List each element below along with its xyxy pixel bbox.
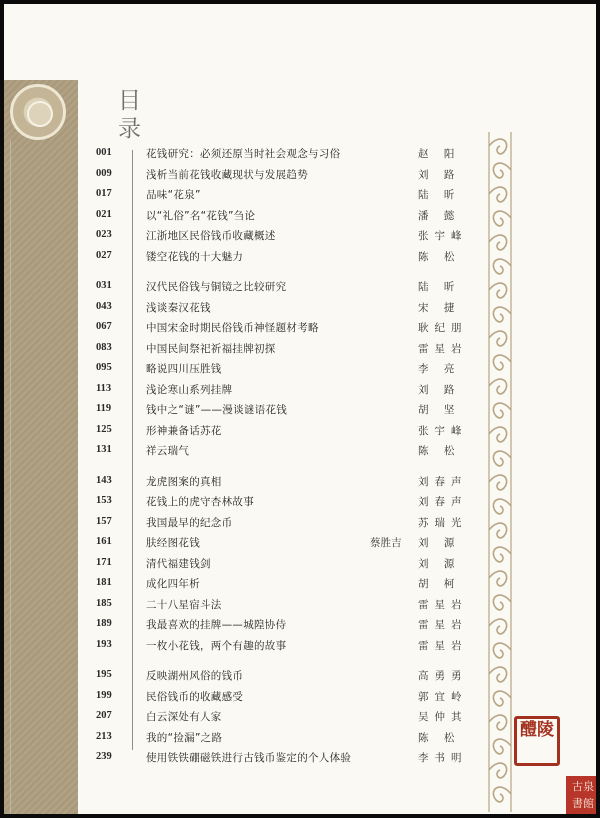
toc-title: 浅析当前花钱收藏现状与发展趋势 [146, 168, 308, 181]
cloud-scroll-motif [489, 139, 511, 178]
toc-author: 刘 路 [418, 383, 461, 396]
toc-title: 花钱上的虎守杏林故事 [146, 496, 254, 508]
toc-author: 陆 昕 [418, 281, 461, 293]
toc-title: 民俗钱币的收藏感受 [146, 690, 244, 703]
toc-entry [4, 228, 484, 245]
toc-page-number: 131 [96, 444, 112, 455]
toc-title: 龙虎图案的真相 [146, 475, 222, 488]
toc-author: 刘春声 [418, 496, 468, 508]
toc-page-number: 095 [96, 362, 112, 373]
toc-author: 刘春声 [418, 475, 468, 488]
toc-entry [4, 750, 484, 767]
toc-entry [4, 474, 484, 491]
toc-title: 使用铁铁硼磁铁进行古钱币鉴定的个人体验 [146, 752, 352, 764]
toc-author: 雷星岩 [418, 639, 468, 652]
toc-title: 以“礼俗”名“花钱”刍论 [146, 209, 256, 222]
toc-title: 钱中之“谜”——漫谈谜语花钱 [146, 404, 288, 416]
toc-author: 潘 懿 [418, 209, 461, 222]
cloud-scroll-motif [489, 187, 511, 226]
toc-page-number: 199 [96, 689, 112, 701]
toc-page-number: 239 [96, 751, 112, 762]
toc-author: 雷星岩 [418, 598, 468, 611]
toc-author: 吴仲其 [418, 711, 468, 723]
toc-entry [4, 668, 484, 685]
book-page [4, 4, 596, 814]
cloud-scroll-motif [489, 571, 511, 610]
corner-watermark-stamp: 古泉書館 [566, 776, 596, 814]
toc-page-number: 027 [96, 249, 112, 261]
toc-page-number: 119 [96, 403, 112, 414]
toc-author: 张宇峰 [418, 230, 468, 242]
cloud-scroll-motif [489, 715, 511, 754]
toc-entry [4, 320, 484, 337]
contents-heading-char-2: 录 [118, 116, 141, 142]
toc-title: 反映湖州风俗的钱币 [146, 670, 244, 682]
toc-title: 中国宋金时期民俗钱币神怪题材考略 [146, 322, 319, 334]
toc-entry [4, 361, 484, 378]
toc-entry [4, 494, 484, 511]
toc-title: 一枚小花钱，两个有趣的故事 [146, 639, 287, 652]
toc-entry [4, 730, 484, 747]
cloud-scroll-motif [489, 331, 511, 370]
toc-author: 雷星岩 [418, 619, 468, 631]
toc-page-number: 031 [96, 280, 112, 291]
toc-author: 赵 阳 [418, 148, 461, 160]
cloud-scroll-motif [489, 379, 511, 418]
toc-page-number: 213 [96, 730, 112, 742]
toc-entry [4, 341, 484, 358]
toc-page-number: 195 [96, 669, 112, 680]
toc-author: 陈 松 [418, 731, 461, 744]
toc-entry [4, 382, 484, 399]
toc-page-number: 125 [96, 423, 112, 435]
toc-author: 耿纪朋 [418, 322, 468, 334]
toc-title: 品味“花泉” [146, 189, 201, 201]
toc-page-number: 143 [96, 474, 112, 486]
toc-entry [4, 576, 484, 593]
toc-page-number: 001 [96, 147, 112, 158]
toc-title: 白云深处有人家 [146, 711, 222, 723]
toc-page-number: 193 [96, 638, 112, 650]
toc-author: 刘 源 [418, 557, 461, 570]
toc-author: 张宇峰 [418, 424, 468, 437]
toc-entry [4, 208, 484, 225]
toc-entry [4, 709, 484, 726]
toc-title: 汉代民俗钱与铜镜之比较研究 [146, 281, 287, 293]
toc-entry [4, 187, 484, 204]
toc-entry [4, 167, 484, 184]
toc-entry [4, 556, 484, 573]
toc-entry [4, 689, 484, 706]
toc-page-number: 161 [96, 536, 112, 547]
toc-author: 苏瑞光 [418, 516, 468, 529]
toc-title: 二十八星宿斗法 [146, 598, 222, 611]
cloud-scroll-motif [489, 619, 511, 658]
toc-page-number: 157 [96, 515, 112, 527]
toc-author: 郭宜岭 [418, 690, 468, 703]
cloud-scroll-motif [489, 475, 511, 514]
cloud-scroll-motif [489, 667, 511, 706]
toc-title: 成化四年析 [146, 578, 200, 590]
toc-coauthor: 蔡胜吉 [370, 537, 402, 549]
cloud-scroll-motif [489, 523, 511, 562]
toc-entry [4, 443, 484, 460]
cloud-scroll-border-icon [486, 132, 514, 812]
toc-entry [4, 300, 484, 317]
toc-author: 宋 捷 [418, 301, 461, 314]
toc-title: 肤经图花钱 [146, 537, 200, 549]
toc-title: 浅论寒山系列挂牌 [146, 383, 233, 396]
cloud-scroll-motif [489, 763, 511, 802]
contents-heading-char-1: 目 [118, 88, 141, 114]
toc-page-number: 207 [96, 710, 112, 721]
red-seal-stamp: 醴陵 [514, 716, 560, 766]
toc-entry [4, 515, 484, 532]
toc-page-number: 009 [96, 167, 112, 179]
toc-author: 高勇勇 [418, 670, 468, 682]
toc-author: 胡 坚 [418, 404, 461, 416]
toc-title: 祥云瑞气 [146, 445, 190, 457]
toc-entry [4, 249, 484, 266]
toc-author: 雷星岩 [418, 342, 468, 355]
toc-author: 刘 路 [418, 168, 461, 181]
toc-entry [4, 423, 484, 440]
toc-author: 陆 昕 [418, 189, 461, 201]
toc-entry [4, 279, 484, 296]
toc-entry [4, 638, 484, 655]
toc-entry [4, 597, 484, 614]
toc-author: 李 亮 [418, 363, 461, 375]
toc-title: 我最喜欢的挂牌——城隍协侍 [146, 619, 287, 631]
cloud-scroll-motif [489, 427, 511, 466]
cloud-scroll-motif [489, 283, 511, 322]
toc-author: 李书明 [418, 752, 468, 764]
toc-title: 浅谈秦汉花钱 [146, 301, 211, 314]
toc-page-number: 083 [96, 341, 112, 353]
toc-page-number: 023 [96, 229, 112, 240]
toc-title: 我国最早的纪念币 [146, 516, 233, 529]
toc-title: 形神兼备话苏花 [146, 424, 222, 437]
toc-page-number: 185 [96, 597, 112, 609]
toc-page-number: 043 [96, 300, 112, 312]
toc-author: 陈 松 [418, 445, 461, 457]
toc-entry [4, 146, 484, 163]
toc-author: 刘 源 [418, 537, 461, 549]
toc-title: 江浙地区民俗钱币收藏概述 [146, 230, 276, 242]
toc-page-number: 181 [96, 577, 112, 588]
toc-page-number: 113 [96, 382, 112, 394]
toc-page-number: 021 [96, 208, 112, 220]
toc-title: 清代福建钱剑 [146, 557, 211, 570]
toc-title: 中国民间祭祀祈福挂牌初探 [146, 342, 276, 355]
toc-title: 我的“捡漏”之路 [146, 731, 223, 744]
toc-page-number: 189 [96, 618, 112, 629]
toc-page-number: 153 [96, 495, 112, 506]
cloud-scroll-motif [489, 235, 511, 274]
medallion-ornament-icon [10, 84, 66, 140]
toc-entry [4, 402, 484, 419]
toc-entry [4, 535, 484, 552]
toc-author: 陈 松 [418, 250, 461, 263]
toc-title: 镂空花钱的十大魅力 [146, 250, 244, 263]
toc-page-number: 017 [96, 188, 112, 199]
toc-title: 略说四川压胜钱 [146, 363, 222, 375]
toc-title: 花钱研究：必须还原当时社会观念与习俗 [146, 148, 341, 160]
toc-author: 胡 柯 [418, 578, 461, 590]
toc-page-number: 067 [96, 321, 112, 332]
toc-entry [4, 617, 484, 634]
toc-page-number: 171 [96, 556, 112, 568]
